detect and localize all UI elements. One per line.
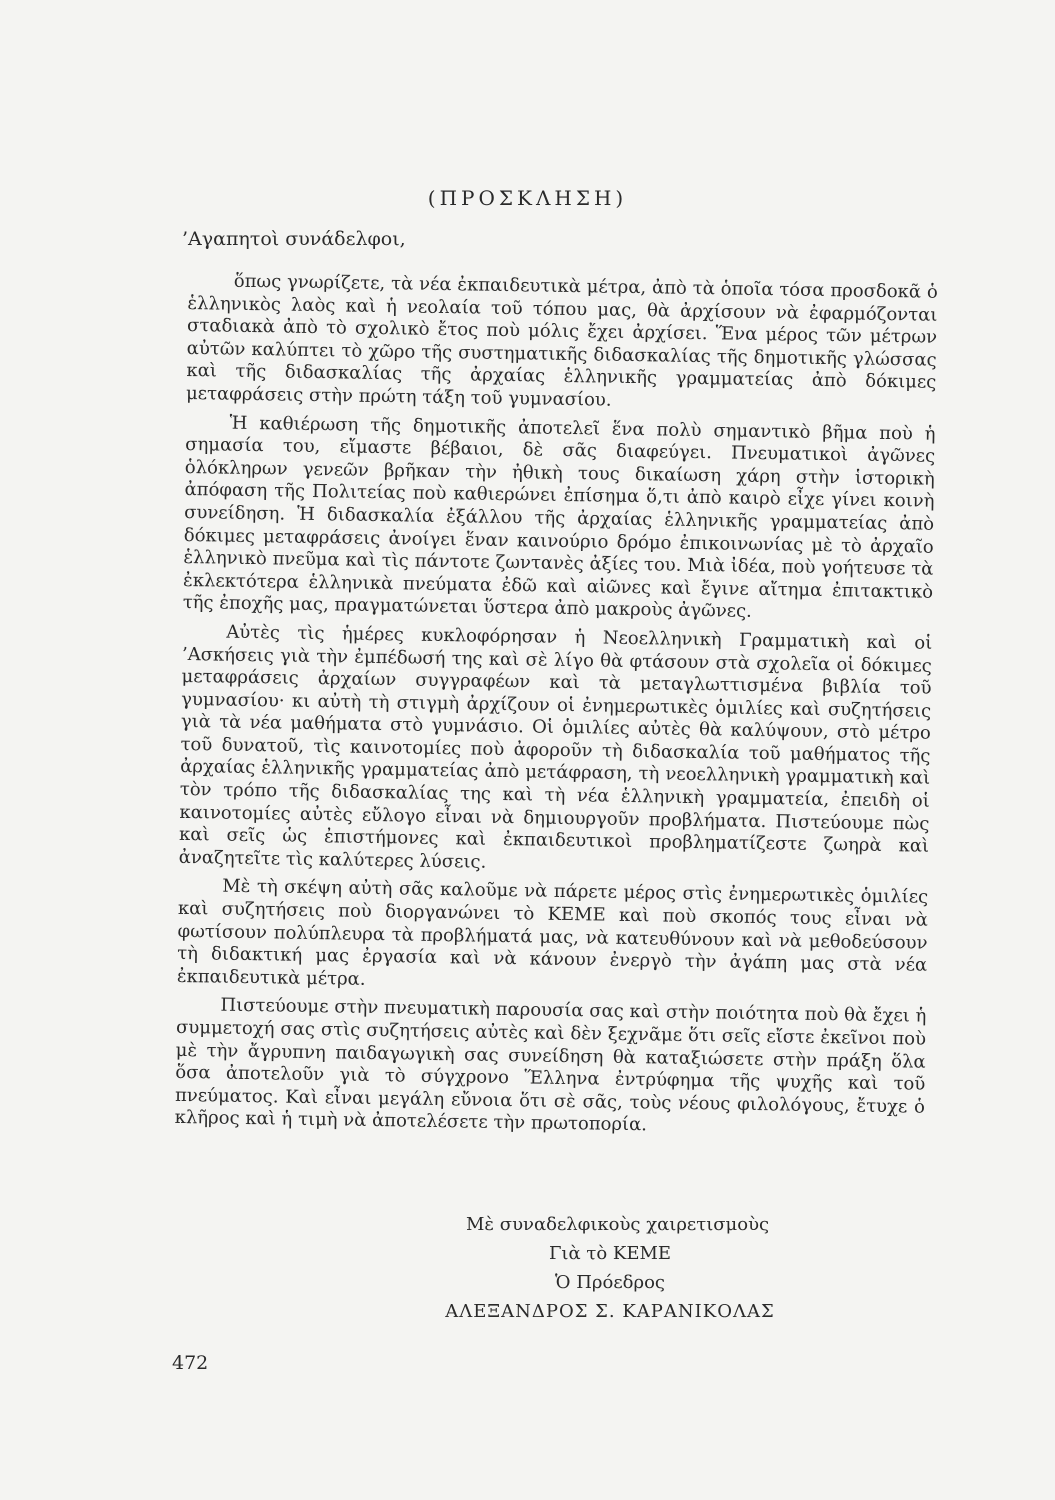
- paragraph: Ἡ καθιέρωση τῆς δημοτικῆς ἀποτελεῖ ἕνα πολὺ σημαντικὸ βῆμα ποὺ ἡ σημασία του, εἴμαστε βέβαιοι, δὲ σᾶς διαφεύγει. Πνευματικοὶ ἀγῶνες ὁλόκληρων γενεῶν βρῆκαν τὴν ἠθικὴ τους δικαίωση χάρη στὴν ἱστορικὴ ἀπόφαση τῆς Πολιτείας ποὺ καθιερώνει ἐπίσημα ὅ,τι ἀπὸ καιρὸ εἶχε γίνει κοινὴ συνείδηση. Ἡ διδασκαλία ἐξάλλου τῆς ἀρχαίας ἑλληνικῆς γραμματείας ἀπὸ δόκιμες μεταφράσεις ἀνοίγει ἕναν καινούριο δρόμο ἐπικοινωνίας μὲ τὸ ἀρχαῖο ἑλληνικὸ πνεῦμα καὶ τὶς πάντοτε ζωντανὲς ἀξίες του. Μιὰ ἰδέα, ποὺ γοήτευσε τὰ ἐκλεκτότερα ἑλληνικὰ πνεύματα ἐδῶ καὶ αἰῶνες καὶ ἔγινε αἴτημα ἐπιτακτικὸ τῆς ἐποχῆς μας, πραγματώνεται ὕστερα ἀπὸ μακροὺς ἀγῶνες.: [182, 412, 936, 623]
- paragraph: Μὲ τὴ σκέψη αὐτὴ σᾶς καλοῦμε νὰ πάρετε μέρος στὶς ἐνημερωτικὲς ὁμιλίες καὶ συζητήσεις ποὺ διοργανώνει τὸ ΚΕΜΕ καὶ ποὺ σκοπός τους εἶναι νὰ φωτίσουν πολύπλευρα τὰ προβλήματά μας, νὰ κατευθύνουν καὶ νὰ μεθοδεύσουν τὴ διδακτική μας ἐργασία καὶ νὰ κάνουν ἐνεργὸ τὴν ἀγάπη μας στὰ νέα ἐκπαιδευτικὰ μέτρα.: [176, 876, 929, 990]
- paragraph: Πιστεύουμε στὴν πνευματικὴ παρουσία σας καὶ στὴν ποιότητα ποὺ θὰ ἔχει ἡ συμμετοχή σας στὶς συζητήσεις αὐτὲς καὶ δὲν ξεχνᾶμε ὅτι σεῖς εἴστε ἐκεῖνοι ποὺ μὲ τὴν ἄγρυπνη παιδαγωγικὴ σας συνείδηση θὰ καταξιώσετε στὴν πράξη ὅλα ὅσα ἀποτελοῦν γιὰ τὸ σύγχρονο Ἕλληνα ἐντρύφημα τῆς ψυχῆς καὶ τοῦ πνεύματος. Καὶ εἶναι μεγάλη εὔνοια ὅτι σὲ σᾶς, τοὺς νέους φιλολόγους, ἔτυχε ὁ κλῆρος καὶ ἡ τιμὴ νὰ ἀποτελέσετε τὴν πρωτοπορία.: [174, 995, 927, 1136]
- signature-name: ΑΛΕΞΑΝΔΡΟΣ Σ. ΚΑΡΑΝΙΚΟΛΑΣ: [445, 1301, 775, 1322]
- signature-role: Ὁ Πρόεδρος: [555, 1272, 665, 1293]
- paragraph: ὅπως γνωρίζετε, τὰ νέα ἐκπαιδευτικὰ μέτρα, ἀπὸ τὰ ὁποῖα τόσα προσδοκᾶ ὁ ἑλληνικὸς λαὸς καὶ ἡ νεολαία τοῦ τόπου μας, θὰ ἀρχίσουν νὰ ἐφαρμόζονται σταδιακὰ ἀπὸ τὸ σχολικὸ ἔτος ποὺ μόλις ἔχει ἀρχίσει. Ἕνα μέρος τῶν μέτρων αὐτῶν καλύπτει τὸ χῶρο τῆς συστηματικῆς διδασκαλίας τῆς δημοτικῆς γλώσσας καὶ τῆς διδασκαλίας τῆς ἀρχαίας ἑλληνικῆς γραμματείας ἀπὸ δόκιμες μεταφράσεις στὴν πρώτη τάξη τοῦ γυμνασίου.: [185, 270, 938, 411]
- paragraph: Αὐτὲς τὶς ἡμέρες κυκλοφόρησαν ἡ Νεοελληνικὴ Γραμματικὴ καὶ οἱ ’Ασκήσεις γιὰ τὴν ἐμπέδωσή της καὶ σὲ λίγο θὰ φτάσουν στὰ σχολεῖα οἱ δόκιμες μεταφράσεις ἀρχαίων συγγραφέων καὶ τὰ μεταγλωττισμένα βιβλία τοῦ γυμνασίου· κι αὐτὴ τὴ στιγμὴ ἀρχίζουν οἱ ἐνημερωτικὲς ὁμιλίες καὶ συζητήσεις γιὰ τὰ νέα μαθήματα στὸ γυμνάσιο. Οἱ ὁμιλίες αὐτὲς θὰ καλύψουν, στὸ μέτρο τοῦ δυνατοῦ, τὶς καινοτομίες ποὺ ἀφοροῦν τὴ διδασκαλία τοῦ μαθήματος τῆς ἀρχαίας ἑλληνικῆς γραμματείας ἀπὸ μετάφραση, τὴ νεοελληνικὴ γραμματικὴ καὶ τὸν τρόπο τῆς διδασκαλίας της καὶ τὴ νέα ἑλληνικὴ γραμματεία, ἐπειδὴ οἱ καινοτομίες αὐτὲς εὔλογο εἶναι νὰ δημιουργοῦν προβλήματα. Πιστεύουμε πὼς καὶ σεῖς ὡς ἐπιστήμονες καὶ ἐκπαιδευτικοὶ προβληματίζεστε ζωηρὰ καὶ ἀναζητεῖτε τὶς καλύτερες λύσεις.: [178, 621, 933, 873]
- salutation: ’Αγαπητοὶ συνάδελφοι,: [182, 228, 406, 250]
- document-title: (ΠΡΟΣΚΛΗΣΗ): [427, 186, 628, 210]
- signature-organization: Γιὰ τὸ ΚΕΜΕ: [548, 1243, 672, 1264]
- closing-line: Μὲ συναδελφικοὺς χαιρετισμοὺς: [466, 1214, 770, 1235]
- signature-block: [420, 1210, 800, 1326]
- letter-body: [174, 270, 938, 1148]
- page-number: 472: [172, 1352, 209, 1374]
